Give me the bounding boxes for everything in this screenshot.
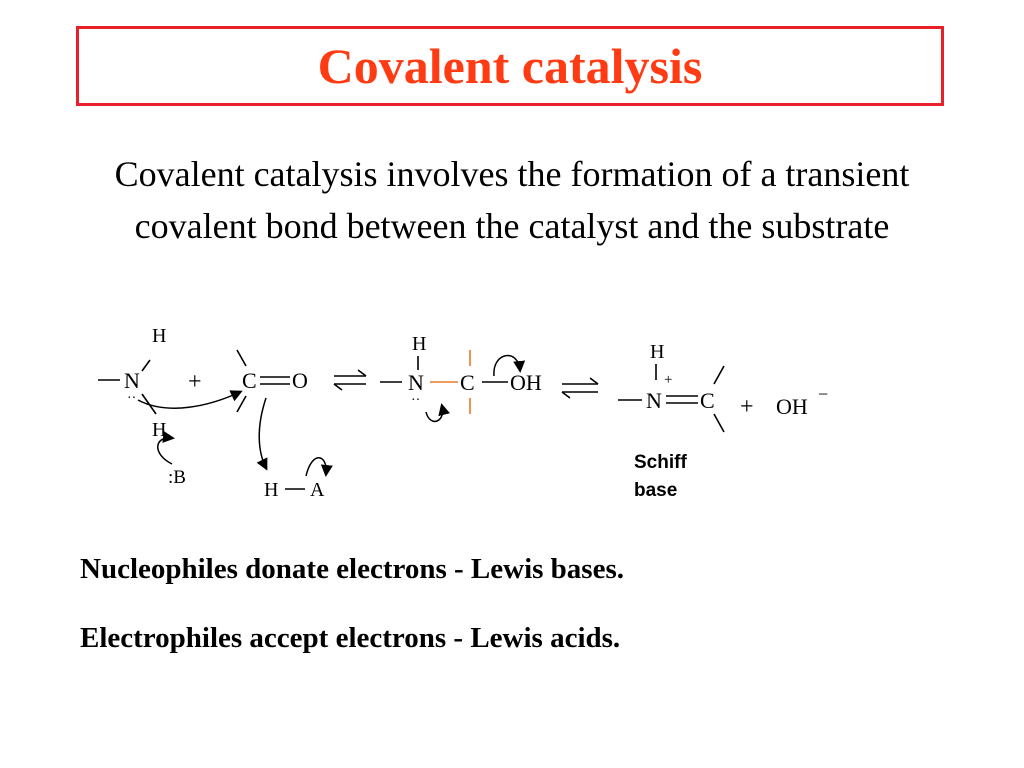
product-c-bond-bottom — [714, 414, 724, 432]
fact-electrophiles: Electrophiles accept electrons - Lewis acids. — [80, 622, 621, 654]
reaction-mechanism-diagram — [80, 318, 850, 518]
carbonyl-protonation-arrow — [259, 398, 266, 468]
base-label: :B — [168, 467, 186, 488]
equilibrium-arrow-1 — [334, 370, 366, 390]
carbonyl-oxygen: O — [292, 368, 308, 393]
acid-hydrogen: H — [264, 479, 279, 501]
fact-nucleophiles: Nucleophiles donate electrons - Lewis bases. — [80, 553, 625, 585]
amine-hydrogen-top: H — [152, 325, 167, 347]
hydroxide-charge: − — [818, 384, 829, 404]
intermediate-hydrogen: H — [412, 333, 427, 355]
schiff-base-product — [618, 341, 724, 501]
intermediate-lone-pair-arrow — [426, 406, 443, 421]
proton-transfer-arrow-base — [158, 438, 172, 464]
amine-nitrogen: N — [124, 368, 140, 393]
product-carbon: C — [700, 388, 715, 413]
slide-title: Covalent catalysis — [317, 38, 703, 94]
amine-lone-pair-dots: ·· — [127, 391, 137, 406]
intermediate-carbon: C — [460, 370, 475, 395]
schiff-base-label-line2: base — [634, 480, 678, 501]
title-box — [76, 26, 944, 106]
equilibrium-arrow-2 — [562, 378, 598, 398]
carbinolamine-intermediate — [380, 333, 542, 421]
product-positive-charge: + — [664, 372, 673, 388]
hydroxide-ion: OH — [776, 394, 808, 419]
schiff-base-label-line1: Schiff — [634, 452, 687, 473]
plus-sign-1: + — [188, 369, 202, 395]
intermediate-hydroxyl: OH — [510, 370, 542, 395]
acid-a: A — [310, 479, 325, 501]
intermediate-lone-pair: ·· — [411, 393, 421, 408]
carbonyl-r-bond-bottom — [237, 396, 246, 412]
carbonyl-carbon: C — [242, 368, 257, 393]
product-hydrogen: H — [650, 341, 665, 363]
product-c-bond-top — [714, 366, 724, 384]
amine-hydrogen-bottom: H — [152, 419, 167, 441]
acid-bond-arrow — [306, 458, 326, 476]
product-nitrogen: N — [646, 388, 662, 413]
plus-sign-2: + — [740, 394, 754, 420]
intermediate-nitrogen: N — [408, 370, 424, 395]
amine-nh-bond-top — [142, 360, 150, 371]
intro-paragraph: Covalent catalysis involves the formation of a transient covalent bond between the catalyst and the substrate — [114, 154, 910, 246]
carbonyl-r-bond-top — [237, 350, 246, 366]
carbonyl-group — [237, 350, 308, 412]
amine-group — [98, 325, 166, 441]
